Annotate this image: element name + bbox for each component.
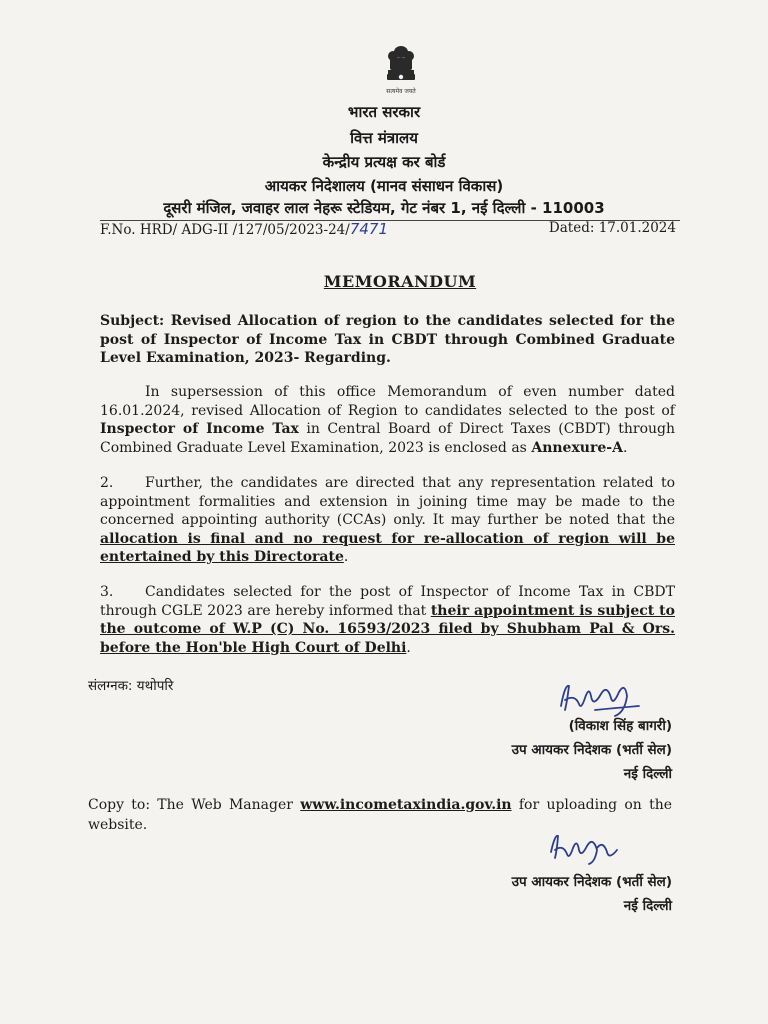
signatory-2-place: नई दिल्ली — [623, 898, 672, 914]
date: Dated: 17.01.2024 — [548, 220, 676, 236]
subject: Subject: Revised Allocation of region to the candidates selected for the post of Inspector of Income Tax in CBDT through Combined Graduate Level Examination, 2023- Regarding. — [100, 313, 675, 366]
p3-text-2: . — [406, 639, 411, 656]
p1-bold-2: Annexure-A — [531, 439, 623, 456]
p3-number: 3. — [100, 584, 114, 600]
enclosure-note: संलग्नक: यथोपरि — [88, 678, 174, 694]
address: दूसरी मंजिल, जवाहर लाल नेहरू स्टेडियम, गेट नंबर 1, नई दिल्ली - 110003 — [163, 199, 605, 217]
govt-of-india: भारत सरकार — [347, 103, 421, 121]
signatory-1-place: नई दिल्ली — [623, 766, 672, 782]
signature-2 — [545, 828, 635, 868]
signatory-1-designation: उप आयकर निदेशक (भर्ती सेल) — [511, 742, 672, 758]
signatory-2 — [512, 870, 672, 918]
paragraph-3 — [100, 583, 675, 657]
file-number-handwritten: 7471 — [349, 220, 388, 238]
p1-text-3: . — [622, 439, 628, 456]
p2-number: 2. — [100, 475, 114, 491]
copy-to-text-1: Copy to: The Web Manager — [88, 797, 301, 813]
p2-text-2: . — [343, 549, 349, 565]
directorate: आयकर निदेशालय (मानव संसाधन विकास) — [264, 177, 504, 195]
paragraph-1 — [100, 383, 675, 457]
copy-to-text-2: for uploading on the website. — [88, 797, 672, 833]
cbdt: केन्द्रीय प्रत्यक्ष कर बोर्ड — [322, 153, 446, 171]
p2-text-1: Further, the candidates are directed that any representation related to appointment formalities and extension in joining time may be made to the concerned appointing authority (CCAs) only. It may further be noted that the — [100, 475, 675, 528]
p3-text-1: Candidates selected for the post of Inspector of Income Tax in CBDT through CGLE 2023 are hereby informed that — [100, 584, 675, 619]
emblem-motto: सत्यमेव जयते — [386, 88, 416, 95]
national-emblem — [370, 44, 432, 95]
emblem-icon — [383, 44, 419, 86]
signatory-1 — [512, 714, 672, 786]
memo-title: MEMORANDUM — [323, 272, 477, 291]
signatory-2-designation: उप आयकर निदेशक (भर्ती सेल) — [511, 874, 672, 890]
p1-bold-1: Inspector of Income Tax — [100, 421, 299, 437]
signatory-1-name: (विकाश सिंह बागरी) — [568, 718, 672, 734]
file-number — [100, 220, 388, 238]
file-number-prefix: F.No. HRD/ ADG-II /127/05/2023-24/ — [100, 222, 350, 238]
p2-emphasis: allocation is final and no request for re-allocation of region will be entertained by this Directorate — [100, 530, 675, 565]
paragraph-2 — [100, 474, 675, 567]
p1-text-1: In supersession of this office Memorandum of even number dated 16.01.2024, revised Allocation of Region to candidates selected to the post of — [100, 384, 675, 419]
ministry-of-finance: वित्त मंत्रालय — [350, 129, 418, 147]
p3-emphasis: their appointment is subject to the outcome of W.P (C) No. 16593/2023 filed by Shubham Pal & Ors. before the Hon'ble High Court of Delhi — [100, 602, 675, 656]
p1-text-2: in Central Board of Direct Taxes (CBDT) through Combined Graduate Level Examination, 2023 is enclosed as — [100, 421, 675, 456]
website-link[interactable]: www.incometaxindia.gov.in — [300, 797, 512, 813]
